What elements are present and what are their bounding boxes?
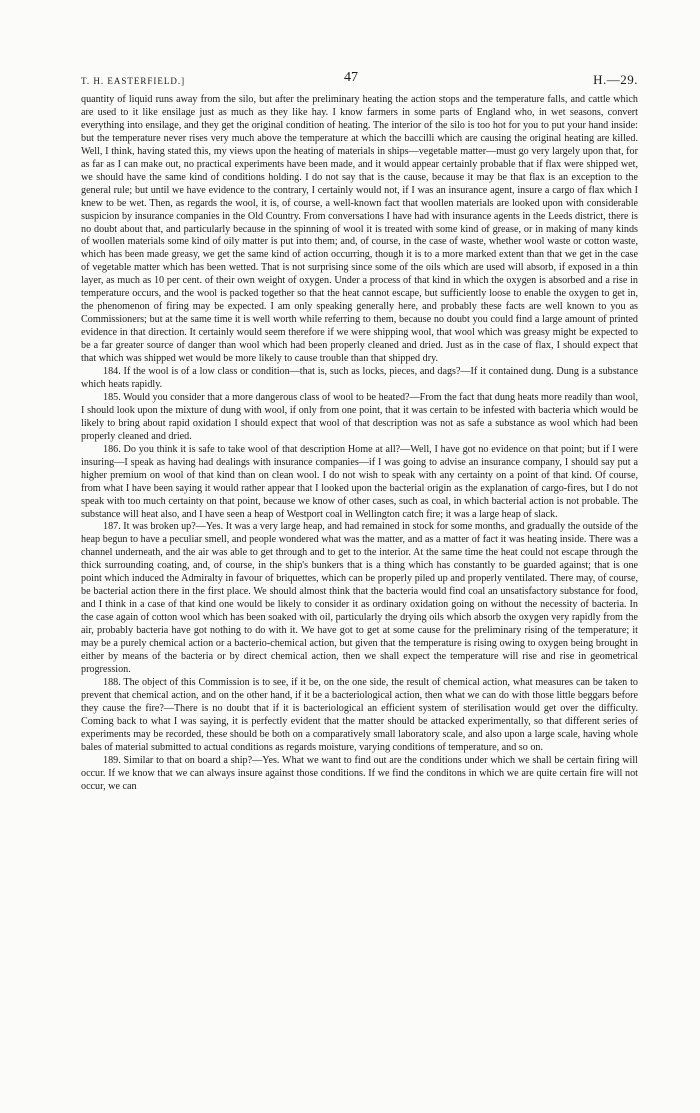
paragraph-184: 184. If the wool is of a low class or condition—that is, such as locks, pieces, and dags?—If it contained dung. Dung is a substance which heats rapidly. (81, 366, 638, 390)
paragraph-189: 189. Similar to that on board a ship?—Yes. What we want to find out are the conditions under which we shall be certain firing will occur. If we know that we can always insure against those conditions. If we find the conditons in which we are quite certain fire will not occur, we can (81, 754, 638, 792)
paragraph-187: 187. It was broken up?—Yes. It was a very large heap, and had remained in stock for some months, and gradually the outside of the heap begun to have a peculiar smell, and people wondered what was the matter, and as a matter of fact it was heating inside. There was a channel underneath, and the air was able to get through and to get to the interior. At the same time the heat could not escape through the thick surrounding coating, and, of course, in the ship's bunkers that is a thing which has constantly to be guarded against; that is one point which induced the Admiralty in favour of briquettes, which can be properly piled up and properly ventilated. There may, of course, be bacterial action there in the first place. We should almost think that the bacteria would find coal an unsatisfactory substance for food, and I think in a case of that kind one would be likely to consider it as ordinary oxidation going on without the necessity of bacteria. In the case again of cotton wool which has been soaked with oil, particularly the drying oils which absorb the oxygen very rapidly from the air, probably bacteria have got nothing to do with it. We have got to get at some cause for the preliminary rising of the temperature; it may be a purely chemical action or a bacterio-chemical action, but given that the temperature is rising owing to oxygen being brought in either by means of the bacteria or by direct chemical action, then we shall expect the temperature will rise and rise in geometrical progression. (81, 521, 638, 675)
paragraph-186: 186. Do you think it is safe to take wool of that description Home at all?—Well, I have got no evidence on that point; but if I were insuring—I speak as having had dealings with insurance companies—if I was going to advise an insurance company, I should say put a higher premium on wool of that kind than on clean wool. I do not wish to speak with any certainty on a point of that kind. Of course, from what I have been saying it would rather appear that I looked upon the bacterial origin as the explanation of cargo-fires, but I do not speak with too much certainty on that point, because we know of other cases, such as coal, in which bacterial action is not probable. The substance will heat also, and I have seen a heap of Westport coal in Wellington catch fire; it was a large heap of slack. (81, 443, 638, 520)
body-text (81, 94, 638, 793)
paragraph-188: 188. The object of this Commission is to see, if it be, on the one side, the result of chemical action, what measures can be taken to prevent that chemical action, and on the other hand, if it be a bacteriological action, then what we can do with those little beggars before they cause the fire?—There is no doubt that if it is bacteriological an efficient system of sterilisation would get over the difficulty. Coming back to what I was saying, it is perfectly evident that the matter should be attacked experimentally, so that different series of experiments may be recorded, these should be both on a comparatively small laboratory scale, and also upon a large scale, having whole bales of material submitted to actual conditions as regards moisture, varying conditions of temperature, and so on. (81, 676, 638, 753)
paragraph-continued: quantity of liquid runs away from the silo, but after the preliminary heating the action stops and the temperature falls, and cattle which are used to it like ensilage just as much as they like hay. I know farmers in some parts of England who, in wet seasons, convert everything into ensilage, and they get the original condition of heating. The interior of the silo is too hot for you to put your hand inside: but the temperature never rises very much above the temperature at which the baccilli which are causing the original heating are killed. Well, I think, having stated this, my views upon the heating of materials in ships—vegetable matter—must go very largely upon that, for as far as I can make out, no practical experiments have been made, and it would appear certainly probable that if flax were shipped wet, we should have the same kind of conditions holding. I do not say that is the cause, because it may be that flax is an exception to the general rule; but until we have evidence to the contrary, I certainly would not, if I was an insurance agent, insure a cargo of flax which I knew to be wet. Then, as regards the wool, it is, of course, a well-known fact that woollen materials are looked upon with considerable suspicion by insurance companies in the Old Country. From conversations I have had with insurance agents in the Leeds district, there is no doubt about that, and particularly because in the spinning of wool it is treated with some kind of grease, or in making of many kinds of woollen materials some kind of oily matter is put into them; and, of course, in the case of waste, whether wool waste or cotton waste, which has been made greasy, we get the same kind of action occurring, though it is to a more marked extent than that we get in the case of vegetable matter which has been wetted. That is not surprising since some of the oils which are used will absorb, if exposed in a thin layer, as much as 10 per cent. of their own weight of oxygen. Under a process of that kind in which the oxygen is absorbed and a rise in temperature occurs, and the wool is packed together so that the heat cannot escape, but sufficiently loose to enable the oxygen to get in, the phenomenon of firing may be expected. I am only speaking generally here, and probably these facts are well known to you as Commissioners; but at the same time it is well worth while referring to them, because no doubt you could find a large amount of printed evidence in that direction. It certainly would seem therefore if we were shipping wool, that wool which was greasy might be expected to be a far greater source of danger than wool which had been properly cleaned and dried. Just as in the case of flax, I should expect that that which was shipped wet would be more likely to cause trouble than that shipped dry. (81, 94, 638, 365)
page-number: 47 (344, 70, 358, 85)
document-reference: H.—29. (593, 72, 638, 87)
paragraph-185: 185. Would you consider that a more dangerous class of wool to be heated?—From the fact that dung heats more readily than wool, I should look upon the mixture of dung with wool, if only from one point, that it was certain to be infested with bacteria which would be likely to bring about rapid oxidation I should expect that wool of that description was not as safe a substance as wool which had been properly cleaned and dried. (81, 391, 638, 442)
running-head-author: T. H. EASTERFIELD.] (81, 76, 186, 86)
page-header (81, 66, 638, 94)
